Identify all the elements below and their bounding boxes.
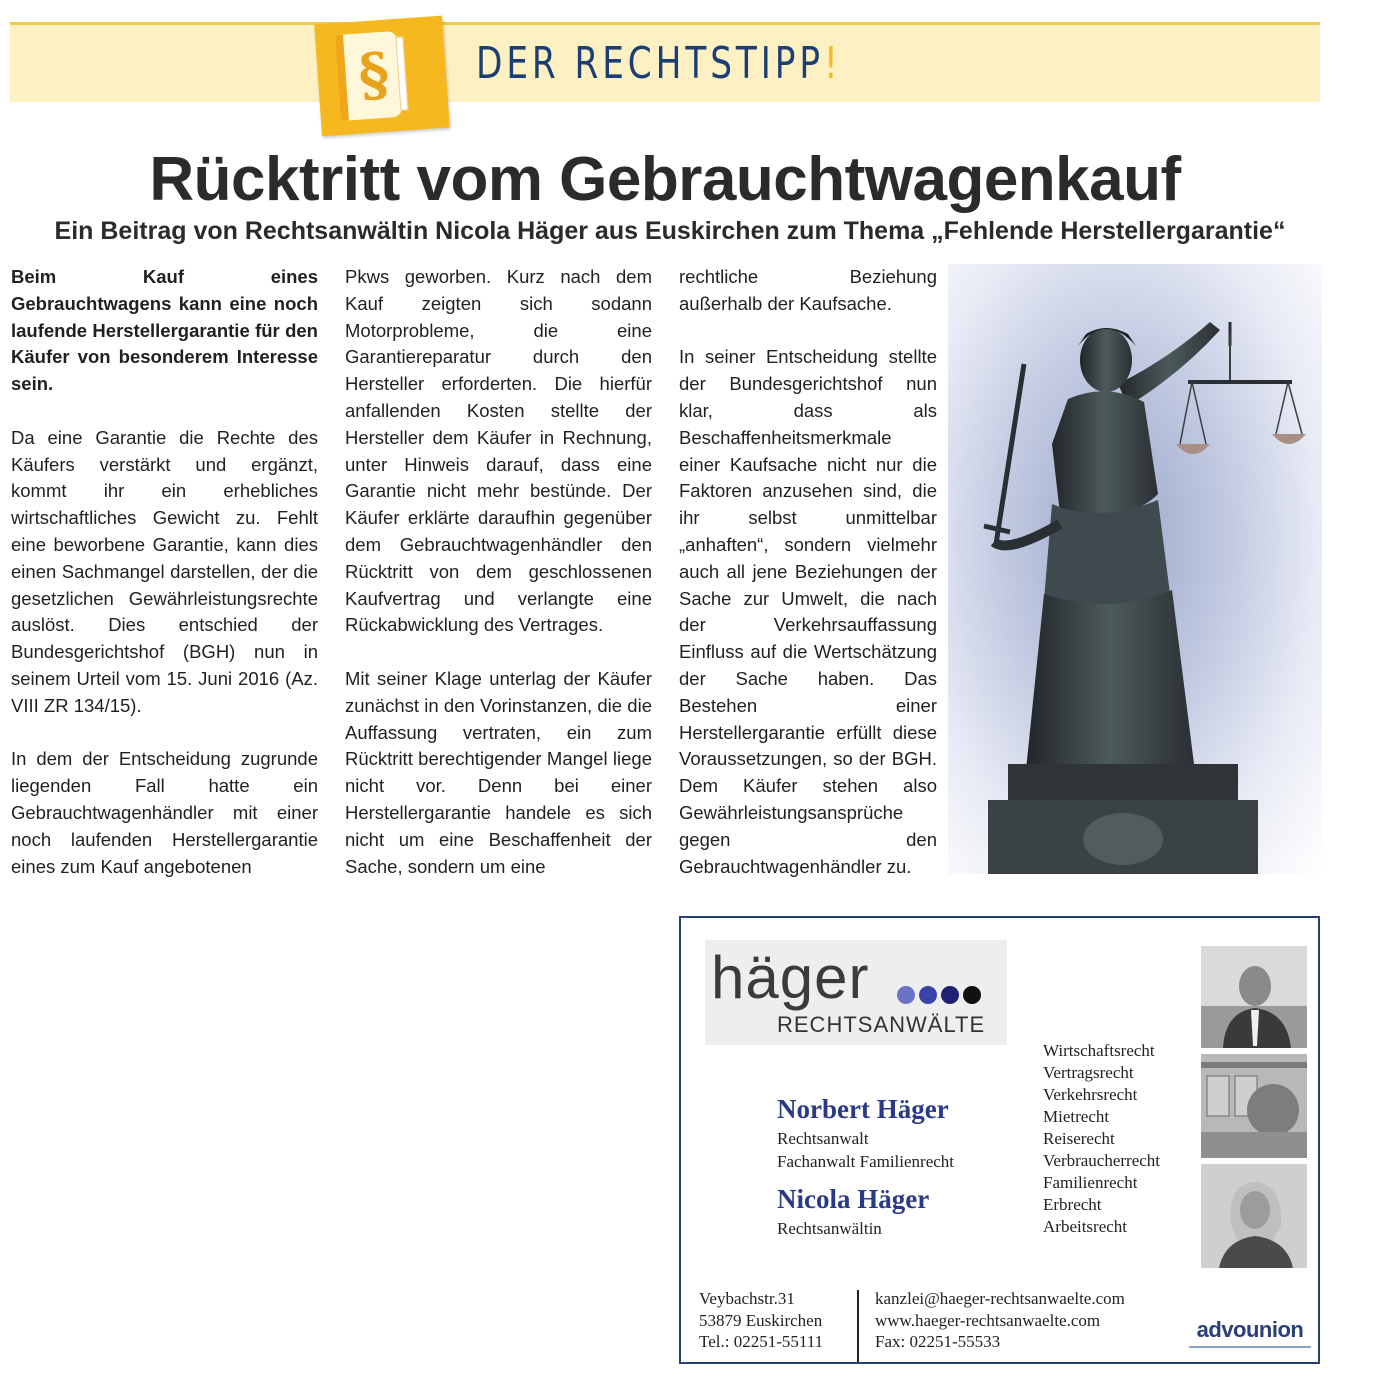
address-block xyxy=(699,1288,823,1353)
law-book-icon xyxy=(314,16,450,137)
portrait-photo-norbert xyxy=(1201,946,1307,1048)
justitia-figure-icon xyxy=(948,264,1322,874)
practice-area: Verkehrsrecht xyxy=(1043,1085,1138,1104)
paragraph-symbol: § xyxy=(356,39,392,110)
contact-block xyxy=(875,1288,1125,1353)
contact-fax: Fax: 02251-55533 xyxy=(875,1332,1001,1351)
article-paragraph: rechtliche Beziehung außerhalb der Kaufsache. xyxy=(679,266,937,314)
article-paragraph: In seiner Entscheidung stellte der Bundesgerichtshof nun klar, dass als Beschaffenheitsmerkmale einer Kaufsache nicht nur die Faktoren anzusehen sind, die ihr selbst unmittelbar „anhaften“, sondern vielmehr auch all jene Beziehungen der Sache zur Umwelt, die nach der Verkehrsauffassung Einfluss auf die Wertschätzung der Sache haben. Das Bestehen einer Herstellergarantie erfüllt diese Voraussetzungen, so der BGH. Dem Käufer stehen also Gewährleistungsansprüche gegen den Gebrauchtwagenhändler zu. xyxy=(679,346,937,877)
law-firm-ad xyxy=(679,916,1320,1364)
practice-area: Erbrecht xyxy=(1043,1195,1102,1214)
banner-exclaim: ! xyxy=(824,38,842,89)
person-photo-icon xyxy=(1201,946,1307,1048)
address-street: Veybachstr.31 xyxy=(699,1289,795,1308)
person-2-name: Nicola Häger xyxy=(777,1184,930,1214)
practice-area: Wirtschaftsrecht xyxy=(1043,1041,1155,1060)
article-subhead: Ein Beitrag von Rechtsanwältin Nicola Häger aus Euskirchen zum Thema „Fehlende Herstellergarantie“ xyxy=(54,217,1286,245)
practice-area: Vertragsrecht xyxy=(1043,1063,1134,1082)
person-1-specialty: Fachanwalt Familienrecht xyxy=(777,1152,955,1171)
person-1-title: Rechtsanwalt xyxy=(777,1129,869,1148)
person-photo-icon xyxy=(1201,1164,1307,1268)
banner-title: DER RECHTSTIPP! xyxy=(476,38,842,89)
article-column-2 xyxy=(345,264,652,907)
article-paragraph: In dem der Entscheidung zugrunde liegenden Fall hatte ein Gebrauchtwagenhändler mit einer noch laufenden Herstellergarantie eines zum Kauf angebotenen xyxy=(11,748,318,877)
person-2-title: Rechtsanwältin xyxy=(777,1219,882,1238)
practice-area: Arbeitsrecht xyxy=(1043,1217,1128,1236)
contact-web: www.haeger-rechtsanwaelte.com xyxy=(875,1310,1101,1330)
practice-area: Mietrecht xyxy=(1043,1107,1110,1126)
address-phone: Tel.: 02251-55111 xyxy=(699,1332,824,1351)
practice-area: Reiserecht xyxy=(1043,1129,1115,1148)
article-paragraph: Mit seiner Klage unterlag der Käufer zunächst in den Vorinstanzen, die die Auffassung vertraten, ein zum Rücktritt berechtigender Mangel liege nicht vor. Denn bei einer Herstellergarantie handele es sich nicht um eine Beschaffenheit der Sache, sondern um eine xyxy=(345,667,652,877)
practice-areas xyxy=(1043,1040,1160,1238)
firm-logo xyxy=(705,940,1007,1045)
address-city: 53879 Euskirchen xyxy=(699,1310,823,1330)
address-divider xyxy=(857,1290,859,1362)
article-lead: Beim Kauf eines Gebrauchtwagens kann eine noch laufende Herstellergarantie für den Käufer von besonderem Interesse sein. xyxy=(11,266,318,395)
article-paragraph: Da eine Garantie die Rechte des Käufers verstärkt und ergänzt, kommt ihr ein erhebliches wirtschaftliches Gewicht zu. Fehlt eine beworbene Garantie, kann dies einen Sachmangel darstellen, der die gesetzlichen Gewährleistungsrechte auslöst. Dies entschied der Bundesgerichtshof (BGH) nun in seinem Urteil vom 15. Juni 2016 (Az. VIII ZR 134/15). xyxy=(11,426,318,716)
advounion-logo: advounion xyxy=(1189,1316,1311,1348)
logo-dot xyxy=(897,986,915,1004)
article-paragraph: Pkws geworben. Kurz nach dem Kauf zeigten sich sodann Motorprobleme, die eine Garantiereparatur durch den Hersteller erforderten. Die hierfür anfallenden Kosten stellte der Hersteller dem Käufer in Rechnung, unter Hinweis darauf, dass eine Garantie nicht mehr bestünde. Der Käufer erklärte daraufhin gegenüber dem Gebrauchtwagenhändler den Rücktritt von dem geschlossenen Kaufvertrag und verlangte eine Rückabwicklung des Vertrages. xyxy=(345,266,652,636)
book-cover xyxy=(335,31,403,121)
contact-email: kanzlei@haeger-rechtsanwaelte.com xyxy=(875,1289,1125,1308)
building-photo-icon xyxy=(1201,1054,1307,1158)
portrait-photo-nicola xyxy=(1201,1164,1307,1268)
firm-logo-word: häger xyxy=(711,944,870,1011)
justitia-statue-image xyxy=(948,264,1322,874)
firm-logo-subtitle: RECHTSANWÄLTE xyxy=(777,1012,986,1037)
logo-dot xyxy=(963,986,981,1004)
office-building-photo xyxy=(1201,1054,1307,1158)
logo-dot xyxy=(941,986,959,1004)
logo-dot xyxy=(919,986,937,1004)
person-1-name: Norbert Häger xyxy=(777,1094,949,1124)
practice-area: Familienrecht xyxy=(1043,1173,1138,1192)
article-column-3 xyxy=(679,264,937,907)
practice-area: Verbraucherrecht xyxy=(1043,1151,1161,1170)
article-headline: Rücktritt vom Gebrauchtwagenkauf xyxy=(149,145,1181,214)
article-column-1 xyxy=(11,264,318,907)
